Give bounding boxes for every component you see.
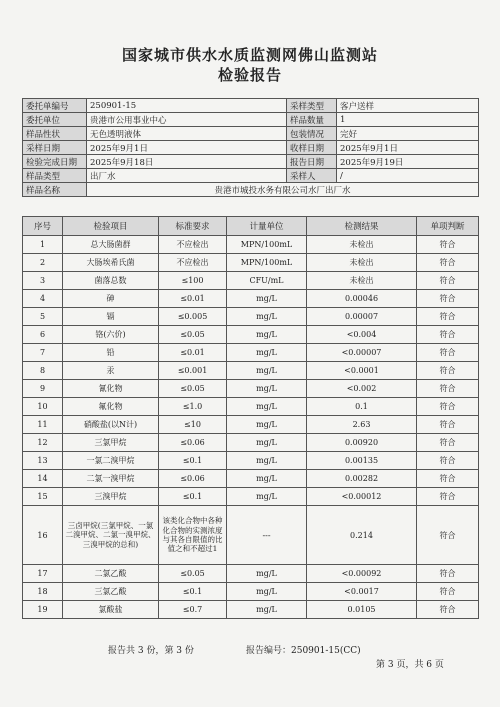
col-no-header: 序号 — [23, 217, 63, 236]
table-row — [23, 236, 479, 254]
table-row — [23, 565, 479, 583]
org-title: 国家城市供水水质监测网佛山监测站 — [121, 46, 378, 64]
table-row — [23, 398, 479, 416]
row-unit: MPN/100mL — [227, 236, 307, 254]
col-unit-header: 计量单位 — [227, 217, 307, 236]
row-result: 2.63 — [307, 416, 417, 434]
row-no: 1 — [23, 236, 63, 254]
row-item: 氟化物 — [63, 398, 159, 416]
row-result: 0.00046 — [307, 290, 417, 308]
row-result: 0.1 — [307, 398, 417, 416]
row-item: 铬(六价) — [63, 326, 159, 344]
row-judge: 符合 — [417, 416, 479, 434]
row-unit: mg/L — [227, 344, 307, 362]
row-judge: 符合 — [417, 254, 479, 272]
table-row — [23, 416, 479, 434]
row-judge: 符合 — [417, 380, 479, 398]
sampler-value: / — [337, 169, 479, 183]
row-std: ≤0.06 — [159, 470, 227, 488]
row-result: 0.00282 — [307, 470, 417, 488]
row-result: <0.00012 — [307, 488, 417, 506]
row-judge: 符合 — [417, 290, 479, 308]
row-std: ≤0.01 — [159, 290, 227, 308]
row-unit: --- — [227, 506, 307, 565]
row-unit: mg/L — [227, 398, 307, 416]
row-std: ≤0.1 — [159, 583, 227, 601]
table-row — [23, 601, 479, 619]
row-item: 一氯二溴甲烷 — [63, 452, 159, 470]
row-std: ≤0.1 — [159, 452, 227, 470]
client-value: 贵港市公用事业中心 — [87, 113, 287, 127]
col-result-header: 检测结果 — [307, 217, 417, 236]
report-date-label: 报告日期 — [287, 155, 337, 169]
row-no: 7 — [23, 344, 63, 362]
row-judge: 符合 — [417, 565, 479, 583]
table-row — [23, 506, 479, 565]
col-judge-header: 单项判断 — [417, 217, 479, 236]
table-row — [23, 254, 479, 272]
row-unit: mg/L — [227, 308, 307, 326]
sample-qty-value: 1 — [337, 113, 479, 127]
package-value: 完好 — [337, 127, 479, 141]
row-no: 16 — [23, 506, 63, 565]
row-std: ≤0.05 — [159, 565, 227, 583]
received-date-value: 2025年9月1日 — [337, 141, 479, 155]
table-row — [23, 326, 479, 344]
row-no: 3 — [23, 272, 63, 290]
row-std: ≤0.005 — [159, 308, 227, 326]
row-unit: mg/L — [227, 434, 307, 452]
row-item: 氯酸盐 — [63, 601, 159, 619]
row-item: 菌落总数 — [63, 272, 159, 290]
row-unit: mg/L — [227, 488, 307, 506]
report-date-value: 2025年9月19日 — [337, 155, 479, 169]
sample-name-label: 样品名称 — [23, 183, 87, 197]
row-result: 未检出 — [307, 236, 417, 254]
row-no: 18 — [23, 583, 63, 601]
row-no: 12 — [23, 434, 63, 452]
sample-name-value: 贵港市城投水务有限公司水厂出厂水 — [87, 183, 479, 197]
row-std: ≤0.06 — [159, 434, 227, 452]
sample-category-value: 客户送样 — [337, 99, 479, 113]
col-std-header: 标准要求 — [159, 217, 227, 236]
row-result: <0.00092 — [307, 565, 417, 583]
sample-state-label: 样品性状 — [23, 127, 87, 141]
table-row — [23, 362, 479, 380]
row-unit: mg/L — [227, 416, 307, 434]
row-no: 9 — [23, 380, 63, 398]
row-unit: mg/L — [227, 326, 307, 344]
row-unit: mg/L — [227, 470, 307, 488]
sample-state-value: 无色透明液体 — [87, 127, 287, 141]
row-unit: MPN/100mL — [227, 254, 307, 272]
row-item: 镉 — [63, 308, 159, 326]
table-row — [23, 470, 479, 488]
row-std: ≤10 — [159, 416, 227, 434]
report-number: 报告编号：250901-15(CC) — [246, 646, 361, 656]
row-item: 总大肠菌群 — [63, 236, 159, 254]
row-unit: mg/L — [227, 290, 307, 308]
copies-note: 报告共 3 份，第 3 份 — [108, 646, 194, 656]
row-judge: 符合 — [417, 272, 479, 290]
row-judge: 符合 — [417, 488, 479, 506]
row-judge: 符合 — [417, 362, 479, 380]
row-result: <0.0017 — [307, 583, 417, 601]
row-no: 17 — [23, 565, 63, 583]
row-judge: 符合 — [417, 398, 479, 416]
row-no: 13 — [23, 452, 63, 470]
row-unit: mg/L — [227, 362, 307, 380]
row-unit: mg/L — [227, 565, 307, 583]
sample-info-table — [22, 98, 479, 197]
row-judge: 符合 — [417, 601, 479, 619]
sample-type-value: 出厂水 — [87, 169, 287, 183]
table-row — [23, 380, 479, 398]
table-row — [23, 583, 479, 601]
row-result: 0.00920 — [307, 434, 417, 452]
row-item: 砷 — [63, 290, 159, 308]
row-no: 10 — [23, 398, 63, 416]
row-result: 0.00007 — [307, 308, 417, 326]
client-no-label: 委托单编号 — [23, 99, 87, 113]
sampling-date-label: 采样日期 — [23, 141, 87, 155]
row-std: ≤0.1 — [159, 488, 227, 506]
row-judge: 符合 — [417, 326, 479, 344]
test-done-value: 2025年9月18日 — [87, 155, 287, 169]
row-result: 0.00135 — [307, 452, 417, 470]
row-result: <0.00007 — [307, 344, 417, 362]
row-judge: 符合 — [417, 434, 479, 452]
row-std: ≤0.05 — [159, 380, 227, 398]
row-no: 2 — [23, 254, 63, 272]
table-row — [23, 290, 479, 308]
row-judge: 符合 — [417, 236, 479, 254]
row-result: 未检出 — [307, 254, 417, 272]
row-std: ≤100 — [159, 272, 227, 290]
row-unit: mg/L — [227, 380, 307, 398]
row-item: 三溴甲烷 — [63, 488, 159, 506]
row-no: 4 — [23, 290, 63, 308]
report-title: 检验报告 — [217, 66, 282, 84]
table-row — [23, 272, 479, 290]
row-no: 11 — [23, 416, 63, 434]
row-judge: 符合 — [417, 452, 479, 470]
row-item: 三氯甲烷 — [63, 434, 159, 452]
row-std: 不应检出 — [159, 254, 227, 272]
row-judge: 符合 — [417, 344, 479, 362]
row-std: 该类化合物中各种化合物的实测浓度与其各自限值的比值之和不超过1 — [159, 506, 227, 565]
table-row — [23, 308, 479, 326]
col-item-header: 检验项目 — [63, 217, 159, 236]
table-row — [23, 452, 479, 470]
client-no-value: 250901-15 — [87, 99, 287, 113]
table-row — [23, 434, 479, 452]
row-std: 不应检出 — [159, 236, 227, 254]
row-no: 14 — [23, 470, 63, 488]
row-unit: mg/L — [227, 583, 307, 601]
row-judge: 符合 — [417, 583, 479, 601]
row-result: <0.0001 — [307, 362, 417, 380]
row-item: 硝酸盐(以N计) — [63, 416, 159, 434]
row-result: 未检出 — [307, 272, 417, 290]
row-result: <0.004 — [307, 326, 417, 344]
row-item: 汞 — [63, 362, 159, 380]
row-no: 6 — [23, 326, 63, 344]
row-result: 0.214 — [307, 506, 417, 565]
row-std: ≤0.001 — [159, 362, 227, 380]
row-judge: 符合 — [417, 308, 479, 326]
sample-category-label: 采样类型 — [287, 99, 337, 113]
row-std: ≤0.7 — [159, 601, 227, 619]
sample-qty-label: 样品数量 — [287, 113, 337, 127]
row-std: ≤0.05 — [159, 326, 227, 344]
row-item: 铅 — [63, 344, 159, 362]
row-std: ≤1.0 — [159, 398, 227, 416]
table-row — [23, 344, 479, 362]
row-judge: 符合 — [417, 506, 479, 565]
results-table — [22, 216, 479, 619]
row-unit: mg/L — [227, 601, 307, 619]
row-item: 氰化物 — [63, 380, 159, 398]
row-item: 二氯一溴甲烷 — [63, 470, 159, 488]
row-no: 15 — [23, 488, 63, 506]
row-item: 二氯乙酸 — [63, 565, 159, 583]
row-result: <0.002 — [307, 380, 417, 398]
sample-type-label: 样品类型 — [23, 169, 87, 183]
page-number: 第 3 页，共 6 页 — [376, 660, 444, 670]
row-result: 0.0105 — [307, 601, 417, 619]
results-header-row — [23, 217, 479, 236]
row-unit: CFU/mL — [227, 272, 307, 290]
sampling-date-value: 2025年9月1日 — [87, 141, 287, 155]
client-label: 委托单位 — [23, 113, 87, 127]
row-item: 三卤甲烷(三氯甲烷、一氯二溴甲烷、二氯一溴甲烷、三溴甲烷的总和) — [63, 506, 159, 565]
row-item: 大肠埃希氏菌 — [63, 254, 159, 272]
received-date-label: 收样日期 — [287, 141, 337, 155]
row-std: ≤0.01 — [159, 344, 227, 362]
test-done-label: 检验完成日期 — [23, 155, 87, 169]
row-no: 5 — [23, 308, 63, 326]
row-no: 8 — [23, 362, 63, 380]
sampler-label: 采样人 — [287, 169, 337, 183]
row-unit: mg/L — [227, 452, 307, 470]
package-label: 包装情况 — [287, 127, 337, 141]
table-row — [23, 488, 479, 506]
row-item: 三氯乙酸 — [63, 583, 159, 601]
row-judge: 符合 — [417, 470, 479, 488]
row-no: 19 — [23, 601, 63, 619]
